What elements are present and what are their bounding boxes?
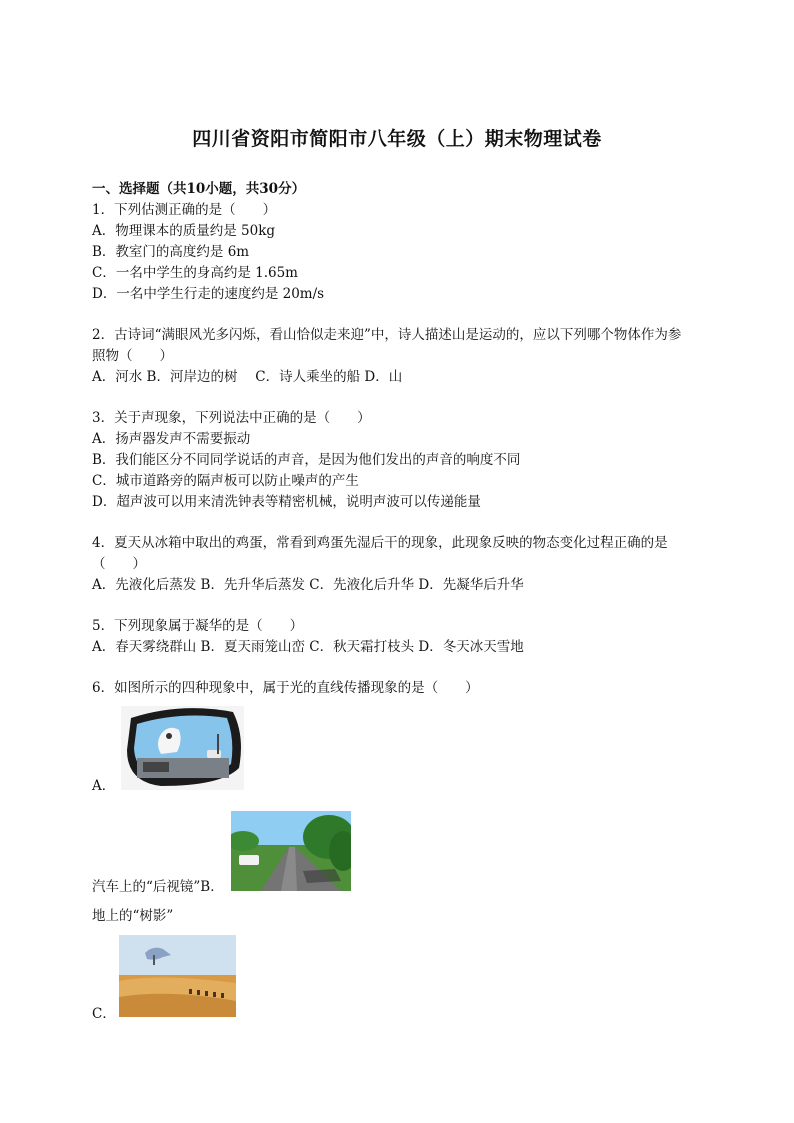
question-1-option-b: B．教室门的高度约是 6m xyxy=(92,244,250,260)
question-6-stem: 6．如图所示的四种现象中，属于光的直线传播现象的是（ ） xyxy=(92,680,479,696)
question-6-option-b-caption: 地上的“树影” xyxy=(92,908,174,924)
tree-shadow-road-photo xyxy=(231,811,351,891)
question-3-option-c: C．城市道路旁的隔声板可以防止噪声的产生 xyxy=(92,473,359,489)
question-4-stem-cont: （ ） xyxy=(92,556,146,572)
rear-view-mirror-photo xyxy=(121,706,244,790)
question-2-stem-cont: 照物（ ） xyxy=(92,348,173,364)
question-6-option-b-label: 汽车上的“后视镜”B． xyxy=(92,879,224,895)
section-heading: 一、选择题（共10小题，共30分） xyxy=(92,181,306,197)
question-5-options: A．春天雾绕群山 B．夏天雨笼山峦 C．秋天霜打枝头 D．冬天冰天雪地 xyxy=(92,639,524,655)
question-6-option-a-label: A． xyxy=(92,778,116,794)
desert-mirage-photo xyxy=(119,935,236,1017)
question-1-stem: 1．下列估测正确的是（ ） xyxy=(92,202,277,218)
question-3-option-b: B．我们能区分不同同学说话的声音，是因为他们发出的声音的响度不同 xyxy=(92,452,521,468)
question-5-stem: 5．下列现象属于凝华的是（ ） xyxy=(92,618,304,634)
question-2-options: A．河水 B．河岸边的树 C．诗人乘坐的船 D．山 xyxy=(92,369,403,385)
question-1-option-a: A．物理课本的质量约是 50kg xyxy=(92,223,276,239)
question-3-stem: 3．关于声现象，下列说法中正确的是（ ） xyxy=(92,410,371,426)
question-2-stem: 2．古诗词“满眼风光多闪烁，看山恰似走来迎”中，诗人描述山是运动的，应以下列哪个物体作为参 xyxy=(92,327,682,343)
question-4-stem: 4．夏天从冰箱中取出的鸡蛋，常看到鸡蛋先湿后干的现象，此现象反映的物态变化过程正确的是 xyxy=(92,535,668,551)
page-title: 四川省资阳市简阳市八年级（上）期末物理试卷 xyxy=(192,128,602,150)
question-6-option-c-label: C． xyxy=(92,1006,116,1022)
question-4-options: A．先液化后蒸发 B．先升华后蒸发 C．先液化后升华 D．先凝华后升华 xyxy=(92,577,524,593)
question-3-option-a: A．扬声器发声不需要振动 xyxy=(92,431,251,447)
question-3-option-d: D．超声波可以用来清洗钟表等精密机械，说明声波可以传递能量 xyxy=(92,494,481,510)
question-1-option-c: C．一名中学生的身高约是 1.65m xyxy=(92,265,298,281)
question-1-option-d: D．一名中学生行走的速度约是 20m/s xyxy=(92,286,325,302)
